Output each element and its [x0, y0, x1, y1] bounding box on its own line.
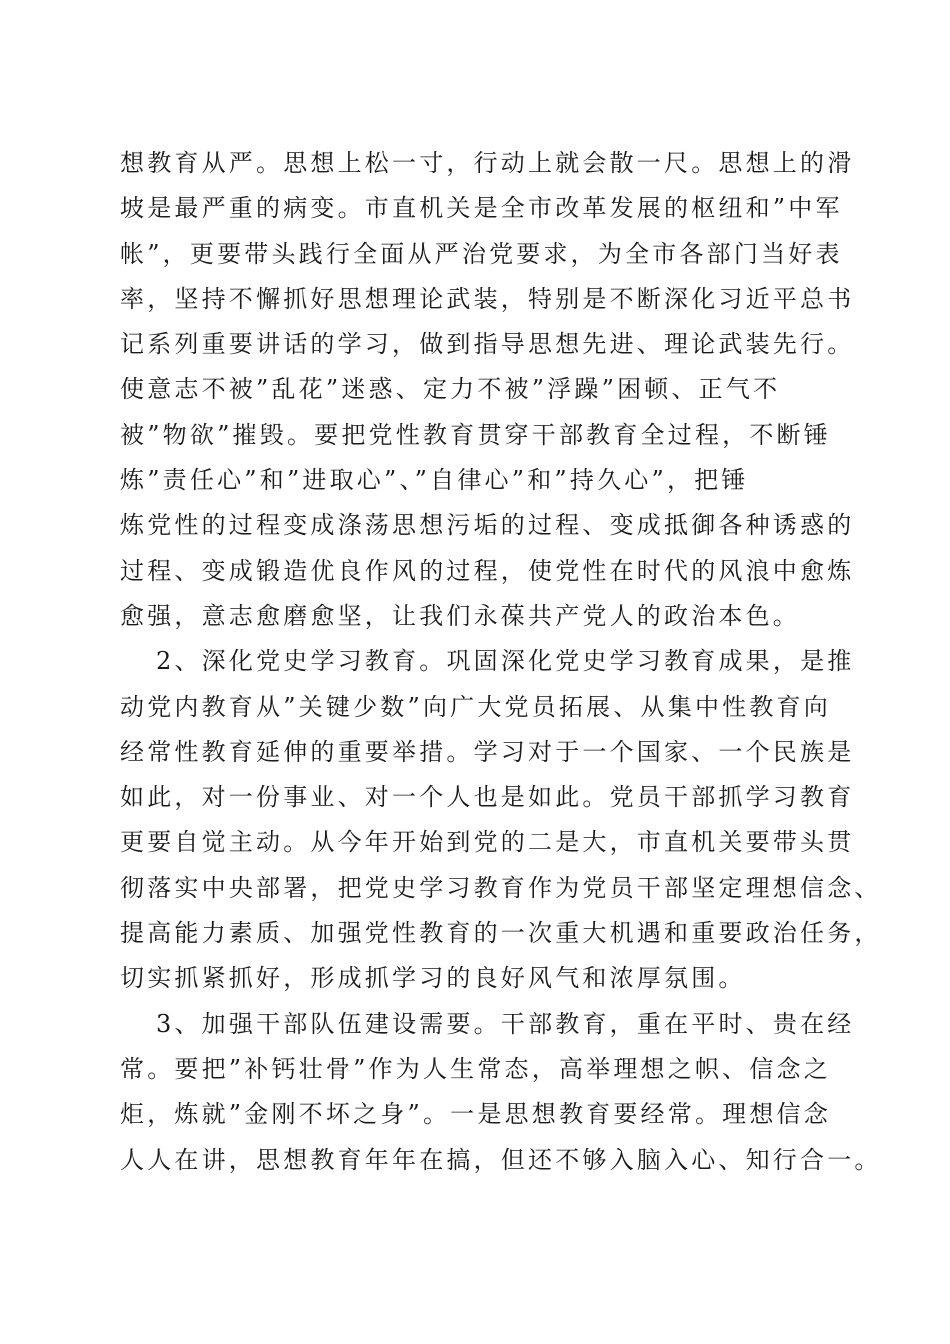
text-line: 如此，对一份事业、对一个人也是如此。党员干部抓学习教育 [120, 783, 855, 812]
text-line: 被”物欲”摧毁。要把党性教育贯穿干部教育全过程，不断锤 [120, 420, 831, 449]
text-line: 炼”责任心”和”进取心”、”自律心”和”持久心”，把锤 [120, 466, 749, 495]
text-line: 常。要把”补钙壮骨”作为人生常态，高举理想之帜、信念之 [120, 1054, 831, 1083]
text-line: 帐”，更要带头践行全面从严治党要求，为全市各部门当好表 [120, 239, 843, 268]
text-line: 动党内教育从”关键少数”向广大党员拓展、从集中性教育向 [120, 692, 831, 721]
text-line: 彻落实中央部署，把党史学习教育作为党员干部坚定理想信念、 [120, 873, 882, 902]
text-line: 炼党性的过程变成涤荡思想污垢的过程、变成抵御各种诱惑的 [120, 511, 855, 540]
text-line: 经常性教育延伸的重要举措。学习对于一个国家、一个民族是 [120, 737, 855, 766]
text-line: 切实抓紧抓好，形成抓学习的良好风气和浓厚氛围。 [120, 964, 746, 993]
text-line: 想教育从严。思想上松一寸，行动上就会散一尺。思想上的滑 [120, 149, 855, 177]
text-line: 过程、变成锻造优良作风的过程，使党性在时代的风浪中愈炼 [120, 556, 855, 585]
text-line: 人人在讲，思想教育年年在搞，但还不够入脑入心、知行合一。 [120, 1145, 882, 1174]
text-line: 记系列重要讲话的学习，做到指导思想先进、理论武装先行。 [120, 330, 855, 359]
text-line: 愈强，意志愈磨愈坚，让我们永葆共产党人的政治本色。 [120, 601, 800, 630]
body-text [120, 141, 882, 1183]
text-line: 率，坚持不懈抓好思想理论武装，特别是不断深化习近平总书 [120, 284, 855, 313]
text-line: 使意志不被”乱花”迷惑、定力不被”浮躁”困顿、正气不 [120, 375, 781, 404]
text-line: 更要自觉主动。从今年开始到党的二是大，市直机关要带头贯 [120, 828, 855, 857]
text-line: 坡是最严重的病变。市直机关是全市改革发展的枢纽和”中军 [120, 194, 843, 223]
section-heading-line: 2、深化党史学习教育。巩固深化党史学习教育成果，是推 [156, 647, 855, 676]
text-line: 提高能力素质、加强党性教育的一次重大机遇和重要政治任务， [120, 919, 882, 948]
text-line: 炬，炼就”金刚不坏之身”。一是思想教育要经常。理想信念 [120, 1100, 831, 1129]
section-heading-line: 3、加强干部队伍建设需要。干部教育，重在平时、贵在经 [156, 1009, 855, 1038]
